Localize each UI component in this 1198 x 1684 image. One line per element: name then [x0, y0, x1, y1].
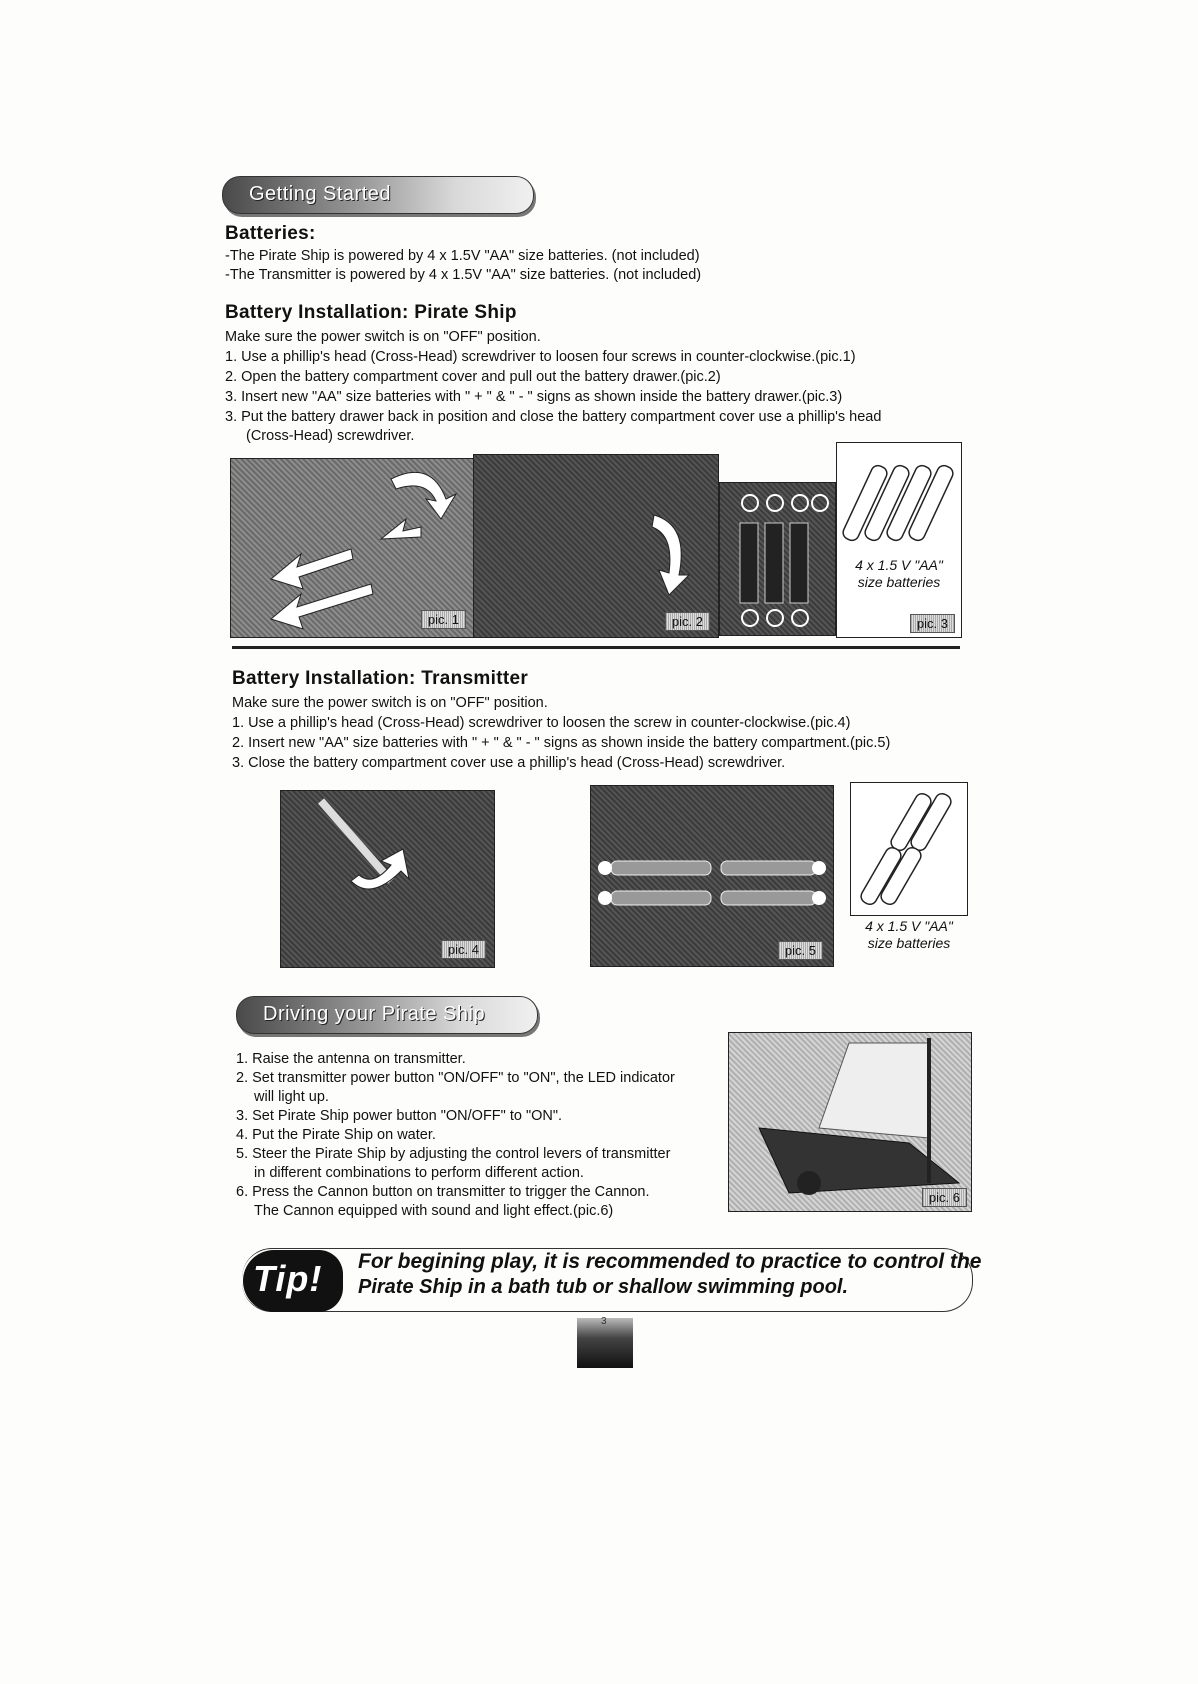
tx-install-heading: Battery Installation: Transmitter	[232, 668, 529, 689]
pic-2-photo	[473, 454, 719, 638]
pic-label: pic. 5	[778, 941, 823, 960]
tip-text: Pirate Ship in a bath tub or shallow swimming pool.	[358, 1276, 849, 1298]
tip-badge-label: Tip!	[253, 1258, 323, 1299]
pic-label: pic. 3	[910, 614, 955, 633]
ship-install-step: 3. Insert new "AA" size batteries with " + " & " - " signs as shown inside the battery drawer.(pic.3)	[225, 389, 843, 405]
battery-icon	[720, 483, 835, 635]
section-divider	[232, 646, 960, 649]
tx-install-step: 1. Use a phillip's head (Cross-Head) screwdriver to loosen the screw in counter-clockwise.(pic.4)	[232, 715, 851, 731]
aa-batteries-icon	[851, 783, 967, 915]
aa-batteries-icon	[837, 443, 961, 553]
ship-install-heading: Battery Installation: Pirate Ship	[225, 302, 517, 323]
tip-badge	[243, 1250, 343, 1312]
battery-caption: 4 x 1.5 V "AA"	[865, 918, 953, 934]
driving-step: in different combinations to perform different action.	[254, 1165, 584, 1181]
driving-step: 3. Set Pirate Ship power button "ON/OFF" to "ON".	[236, 1108, 563, 1124]
arrow-icon	[474, 455, 718, 637]
ship-install-line: Make sure the power switch is on "OFF" position.	[225, 329, 541, 345]
getting-started-banner	[222, 176, 534, 214]
pic-5-photo	[590, 785, 834, 967]
battery-caption: size batteries	[857, 574, 941, 590]
pic-3-callout	[836, 442, 962, 638]
pic-3-photo	[719, 482, 836, 636]
driving-step: 4. Put the Pirate Ship on water.	[236, 1127, 436, 1143]
page-number: 3	[601, 1316, 607, 1327]
pic-label: pic. 2	[665, 612, 710, 631]
battery-caption: size batteries	[867, 935, 951, 951]
pic-5-callout	[850, 782, 968, 916]
tx-install-step: 3. Close the battery compartment cover use a phillip's head (Cross-Head) screwdriver.	[232, 755, 786, 771]
ship-install-step: 1. Use a phillip's head (Cross-Head) screwdriver to loosen four screws in counter-clockwise.(pic.1)	[225, 349, 856, 365]
ship-install-step: (Cross-Head) screwdriver.	[246, 428, 415, 444]
getting-started-title: Getting Started	[249, 183, 392, 205]
ship-install-step: 3. Put the battery drawer back in position and close the battery compartment cover use a phillip's head	[225, 409, 882, 425]
tip-text: For begining play, it is recommended to practice to control the	[358, 1250, 982, 1273]
battery-icon	[591, 786, 833, 966]
pic-1-photo	[230, 458, 475, 638]
batteries-line: -The Transmitter is powered by 4 x 1.5V "AA" size batteries. (not included)	[225, 267, 702, 283]
batteries-heading: Batteries:	[225, 223, 316, 244]
driving-step: 6. Press the Cannon button on transmitter to trigger the Cannon.	[236, 1184, 650, 1200]
pic-label: pic. 1	[421, 610, 466, 629]
pic-label: pic. 4	[441, 940, 486, 959]
driving-step: 5. Steer the Pirate Ship by adjusting the control levers of transmitter	[236, 1146, 671, 1162]
pic-label: pic. 6	[922, 1188, 967, 1207]
ship-install-step: 2. Open the battery compartment cover and pull out the battery drawer.(pic.2)	[225, 369, 721, 385]
driving-step: will light up.	[254, 1089, 329, 1105]
pic-6-photo	[728, 1032, 972, 1212]
driving-banner	[236, 996, 538, 1034]
pic-4-photo	[280, 790, 495, 968]
ship-icon	[729, 1033, 971, 1211]
page-number-block	[577, 1318, 633, 1368]
driving-step: 1. Raise the antenna on transmitter.	[236, 1051, 466, 1067]
driving-step: The Cannon equipped with sound and light effect.(pic.6)	[254, 1203, 614, 1219]
batteries-line: -The Pirate Ship is powered by 4 x 1.5V "AA" size batteries. (not included)	[225, 248, 700, 264]
driving-title: Driving your Pirate Ship	[263, 1003, 486, 1025]
battery-caption: 4 x 1.5 V "AA"	[855, 557, 943, 573]
tx-install-line: Make sure the power switch is on "OFF" position.	[232, 695, 548, 711]
driving-step: 2. Set transmitter power button "ON/OFF" to "ON", the LED indicator	[236, 1070, 675, 1086]
tx-install-step: 2. Insert new "AA" size batteries with " + " & " - " signs as shown inside the battery compartment.(pic.5)	[232, 735, 891, 751]
